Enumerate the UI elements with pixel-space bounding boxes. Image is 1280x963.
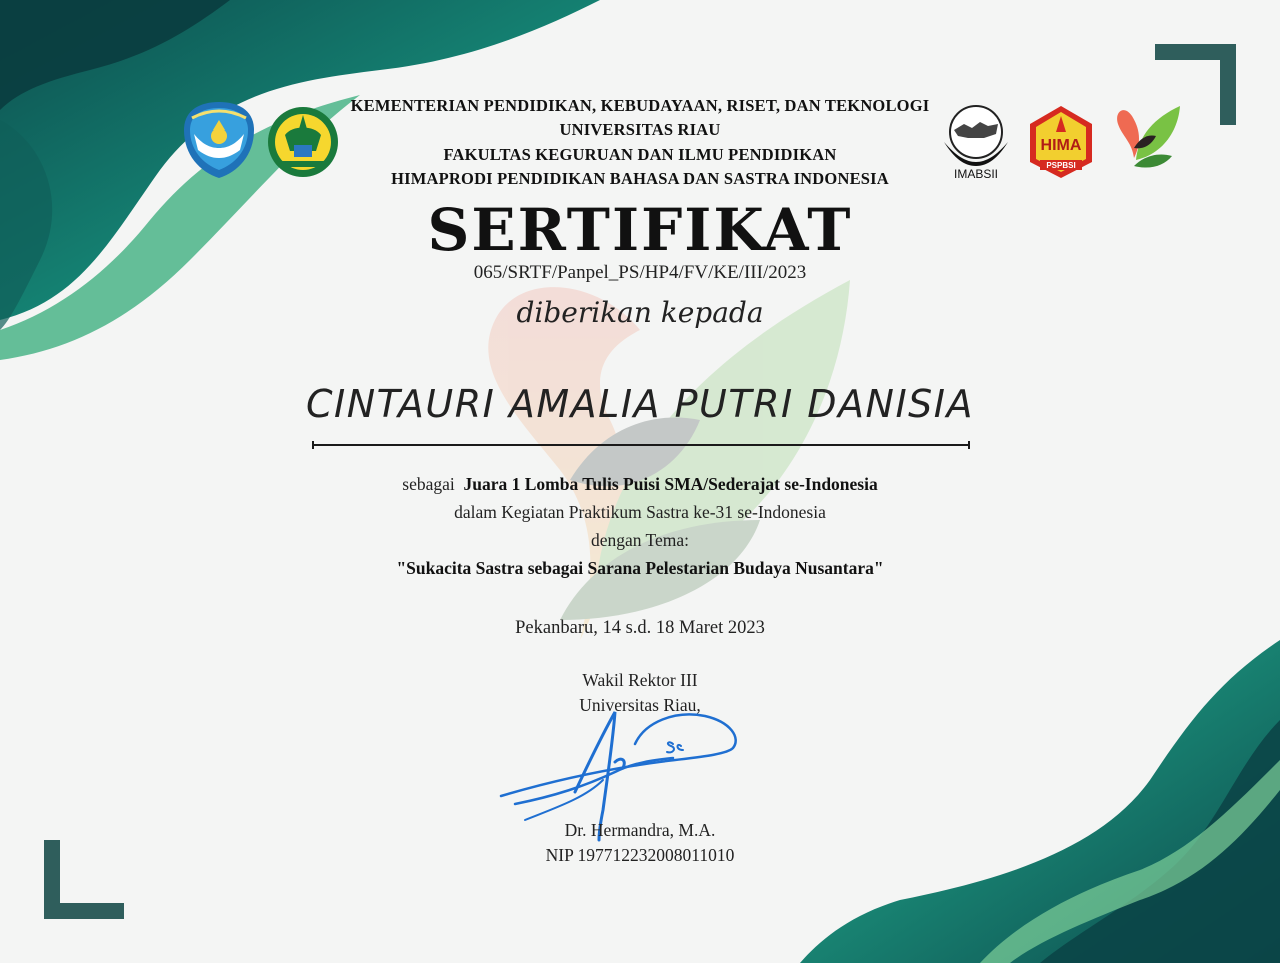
award-line — [0, 474, 1280, 495]
svg-text:PSPBSI: PSPBSI — [1046, 161, 1076, 170]
signatory-name: Dr. Hermandra, M.A. — [564, 820, 716, 840]
theme-label: dengan Tema: — [590, 530, 690, 550]
header-faculty: FAKULTAS KEGURUAN DAN ILMU PENDIDIKAN — [443, 145, 837, 164]
header-ministry: KEMENTERIAN PENDIDIKAN, KEBUDAYAAN, RISET, DAN TEKNOLOGI — [350, 96, 930, 115]
given-to-label: diberikan kepada — [516, 296, 764, 329]
certificate-title: SERTIFIKAT — [427, 196, 853, 264]
signatory-position: Wakil Rektor III — [582, 670, 698, 690]
svg-text:IMABSII: IMABSII — [953, 167, 999, 180]
header-university: UNIVERSITAS RIAU — [559, 120, 721, 139]
name-underline — [312, 444, 970, 446]
universitas-riau-logo — [266, 105, 340, 179]
svg-text:HIMA: HIMA — [1040, 137, 1082, 154]
certificate-number: 065/SRTF/Panpel_PS/HP4/FV/KE/III/2023 — [473, 262, 807, 283]
watermark-logo — [488, 280, 850, 640]
place-date: Pekanbaru, 14 s.d. 18 Maret 2023 — [515, 618, 765, 638]
as-prefix: sebagai — [402, 474, 455, 494]
signatory-nip: NIP 197712232008011010 — [545, 845, 735, 865]
recipient-name: CINTAURI AMALIA PUTRI DANISIA — [306, 382, 974, 426]
signatory-institution: Universitas Riau, — [579, 695, 701, 715]
theme-text: "Sukacita Sastra sebagai Sarana Pelestarian Budaya Nusantara" — [396, 558, 884, 578]
header-himaprodi: HIMAPRODI PENDIDIKAN BAHASA DAN SASTRA INDONESIA — [391, 169, 889, 188]
award-title: Juara 1 Lomba Tulis Puisi SMA/Sederajat se-Indonesia — [463, 474, 878, 494]
event-line: dalam Kegiatan Praktikum Sastra ke-31 se-Indonesia — [454, 502, 826, 522]
